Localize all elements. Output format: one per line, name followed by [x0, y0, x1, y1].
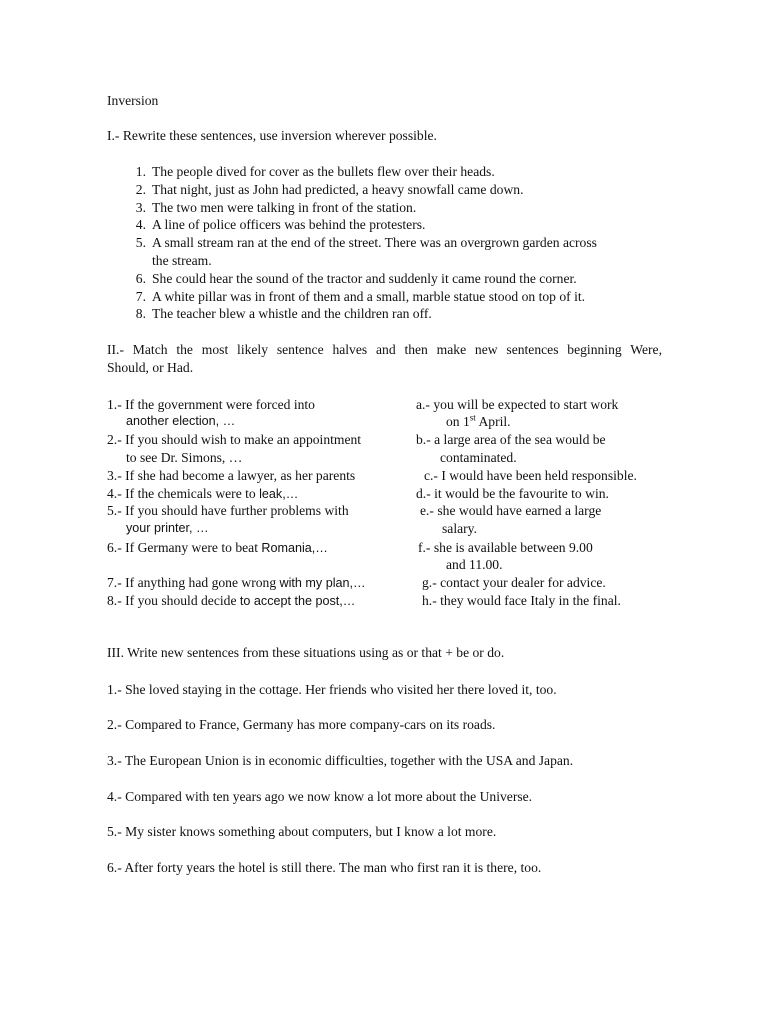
- match-left-5-cont: your printer, …: [126, 521, 209, 535]
- list-item: 8. The teacher blew a whistle and the children ran off.: [135, 306, 432, 322]
- match-right-f: f.- she is available between 9.00: [418, 540, 593, 555]
- match-left-4: 4.- If the chemicals were to leak,…: [107, 486, 299, 501]
- list-item: 2.- Compared to France, Germany has more company-cars on its roads.: [107, 717, 496, 732]
- document-title: Inversion: [107, 93, 159, 108]
- section-1-list: [126, 163, 666, 323]
- match-right-b-cont: contaminated.: [440, 450, 517, 465]
- list-item: 3. The two men were talking in front of the station.: [135, 199, 417, 215]
- match-left-6: 6.- If Germany were to beat Romania,…: [107, 540, 328, 555]
- match-right-h: h.- they would face Italy in the final.: [422, 593, 621, 608]
- list-item: 1.- She loved staying in the cottage. Her friends who visited her there loved it, too.: [107, 682, 557, 697]
- match-right-b: b.- a large area of the sea would be: [416, 432, 606, 447]
- match-left-1: 1.- If the government were forced into: [107, 397, 315, 412]
- match-right-c: c.- I would have been held responsible.: [424, 468, 637, 483]
- match-left-2-cont: to see Dr. Simons, …: [126, 450, 243, 465]
- match-left-1-cont: another election, …: [126, 414, 236, 428]
- match-left-2: 2.- If you should wish to make an appointment: [107, 432, 362, 447]
- list-item: 5.- My sister knows something about computers, but I know a lot more.: [107, 824, 497, 839]
- list-item: 1. The people dived for cover as the bullets flew over their heads.: [135, 164, 495, 179]
- match-right-g: g.- contact your dealer for advice.: [422, 575, 606, 590]
- section-1-heading: I.- Rewrite these sentences, use inversion wherever possible.: [107, 128, 437, 143]
- match-right-a: a.- you will be expected to start work: [416, 397, 619, 412]
- list-item: 7. A white pillar was in front of them and a small, marble statue stood on top of it.: [135, 288, 586, 304]
- section-2-heading: II.- Match the most likely sentence halves and then make new sentences beginning Were, Should, or Had.: [107, 342, 662, 375]
- section-3-heading: III. Write new sentences from these situations using as or that + be or do.: [107, 645, 505, 660]
- match-left-8: 8.- If you should decide to accept the post,…: [107, 593, 356, 608]
- match-right-e: e.- she would have earned a large: [420, 503, 602, 518]
- match-right-a-cont: on 1st April.: [446, 412, 511, 429]
- match-right-d: d.- it would be the favourite to win.: [416, 486, 609, 501]
- match-right-e-cont: salary.: [442, 521, 477, 536]
- list-item: 6. She could hear the sound of the tractor and suddenly it came round the corner.: [135, 270, 577, 286]
- list-item: 5. A small stream ran at the end of the street. There was an overgrown garden across the stream.: [135, 235, 597, 268]
- list-item: 3.- The European Union is in economic difficulties, together with the USA and Japan.: [107, 753, 574, 768]
- list-item: 6.- After forty years the hotel is still there. The man who first ran it is there, too.: [107, 860, 542, 875]
- list-item: 4. A line of police officers was behind the protesters.: [135, 217, 426, 233]
- list-item: 4.- Compared with ten years ago we now know a lot more about the Universe.: [107, 789, 533, 804]
- list-item: 2. That night, just as John had predicted, a heavy snowfall came down.: [135, 181, 524, 197]
- match-right-f-cont: and 11.00.: [446, 557, 503, 572]
- match-left-3: 3.- If she had become a lawyer, as her parents: [107, 468, 356, 483]
- match-left-5: 5.- If you should have further problems with: [107, 503, 349, 518]
- match-left-7: 7.- If anything had gone wrong with my plan,…: [107, 575, 366, 590]
